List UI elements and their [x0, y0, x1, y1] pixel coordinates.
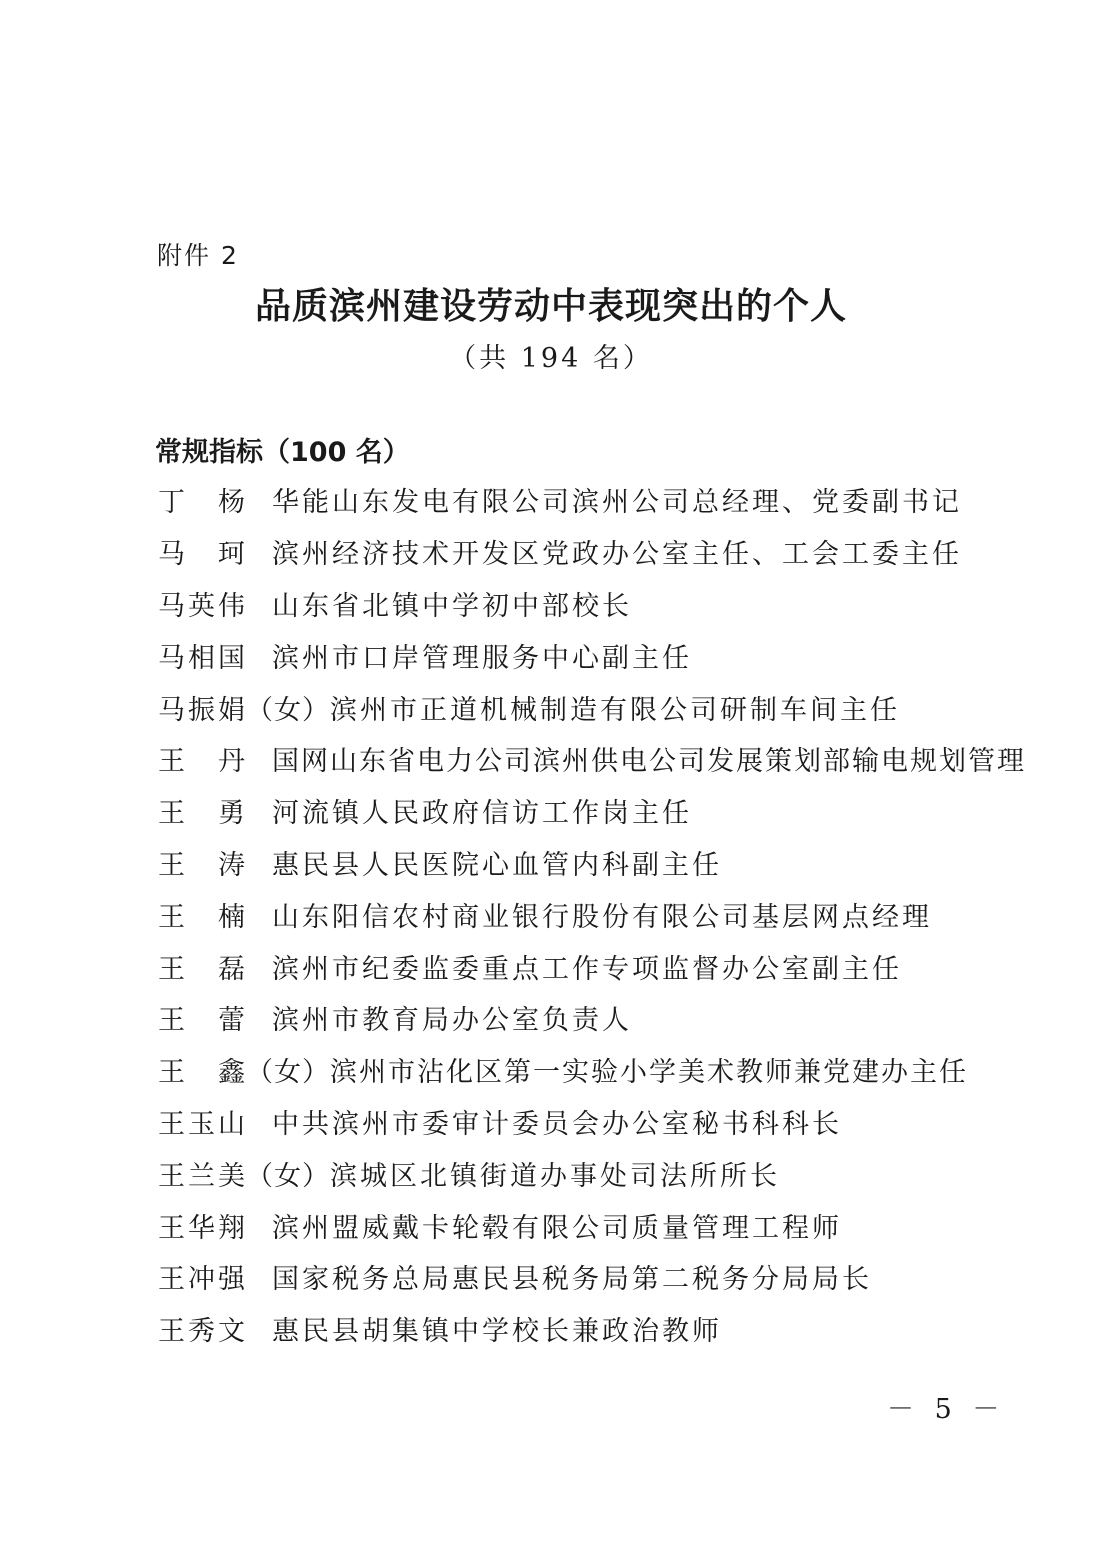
section-heading: 常规指标（100 名）	[155, 437, 410, 468]
list-item	[158, 578, 1026, 630]
list-item	[158, 681, 1026, 733]
attachment-label: 附件 2	[157, 241, 239, 270]
document-subtitle: （共 194 名）	[449, 343, 653, 374]
list-item	[158, 1303, 1026, 1355]
people-list	[158, 474, 1026, 1355]
list-item	[158, 474, 1026, 526]
list-item	[158, 629, 1026, 681]
list-item	[158, 940, 1026, 992]
person-name: 王华翔	[158, 1212, 246, 1244]
person-duty: 滨州经济技术开发区党政办公室主任、工会工委主任	[272, 539, 962, 571]
person-duty: 河流镇人民政府信访工作岗主任	[272, 798, 692, 830]
person-duty: 中共滨州市委审计委员会办公室秘书科科长	[272, 1108, 842, 1140]
person-name: 王冲强	[158, 1264, 246, 1296]
list-item	[158, 1044, 1026, 1096]
list-item	[158, 992, 1026, 1044]
person-duty: 惠民县人民医院心血管内科副主任	[272, 849, 722, 881]
person-gender-note: （女）	[246, 1160, 330, 1192]
document-title: 品质滨州建设劳动中表现突出的个人	[254, 285, 847, 327]
person-duty: 山东省北镇中学初中部校长	[272, 590, 632, 622]
person-name: 王兰美	[158, 1160, 246, 1192]
list-item	[158, 837, 1026, 889]
person-duty: 滨州市纪委监委重点工作专项监督办公室副主任	[272, 953, 902, 985]
person-name: 丁 杨	[158, 487, 246, 519]
list-item	[158, 1199, 1026, 1251]
person-name: 王 涛	[158, 849, 246, 881]
person-duty: 国家税务总局惠民县税务局第二税务分局局长	[272, 1264, 872, 1296]
person-name: 王 勇	[158, 798, 246, 830]
list-item	[158, 1147, 1026, 1199]
list-item	[158, 888, 1026, 940]
person-name: 马振娟	[158, 694, 246, 726]
list-item	[158, 1251, 1026, 1303]
person-duty: 惠民县胡集镇中学校长兼政治教师	[272, 1316, 722, 1348]
person-name: 王 蕾	[158, 1005, 246, 1037]
person-name: 王玉山	[158, 1108, 246, 1140]
list-item	[158, 733, 1026, 785]
person-name: 马相国	[158, 642, 246, 674]
list-item	[158, 785, 1026, 837]
person-duty: 滨州市口岸管理服务中心副主任	[272, 642, 692, 674]
person-duty: 滨州市教育局办公室负责人	[272, 1005, 632, 1037]
page-number: － 5 －	[887, 1394, 1006, 1425]
person-name: 马 珂	[158, 539, 246, 571]
person-duty: 华能山东发电有限公司滨州公司总经理、党委副书记	[272, 487, 962, 519]
person-gender-note: （女）	[246, 1057, 330, 1089]
person-name: 王 磊	[158, 953, 246, 985]
list-item	[158, 526, 1026, 578]
list-item	[158, 1096, 1026, 1148]
person-name: 王 鑫	[158, 1057, 246, 1089]
person-duty: 国网山东省电力公司滨州供电公司发展策划部输电规划管理	[272, 746, 1026, 778]
person-duty: 滨州盟威戴卡轮毂有限公司质量管理工程师	[272, 1212, 842, 1244]
person-duty: 滨州市沾化区第一实验小学美术教师兼党建办主任	[330, 1057, 968, 1089]
person-name: 王 楠	[158, 901, 246, 933]
person-name: 王秀文	[158, 1316, 246, 1348]
person-duty: 滨州市正道机械制造有限公司研制车间主任	[330, 694, 900, 726]
person-duty: 滨城区北镇街道办事处司法所所长	[330, 1160, 780, 1192]
person-name: 王 丹	[158, 746, 246, 778]
person-name: 马英伟	[158, 590, 246, 622]
person-duty: 山东阳信农村商业银行股份有限公司基层网点经理	[272, 901, 932, 933]
person-gender-note: （女）	[246, 694, 330, 726]
